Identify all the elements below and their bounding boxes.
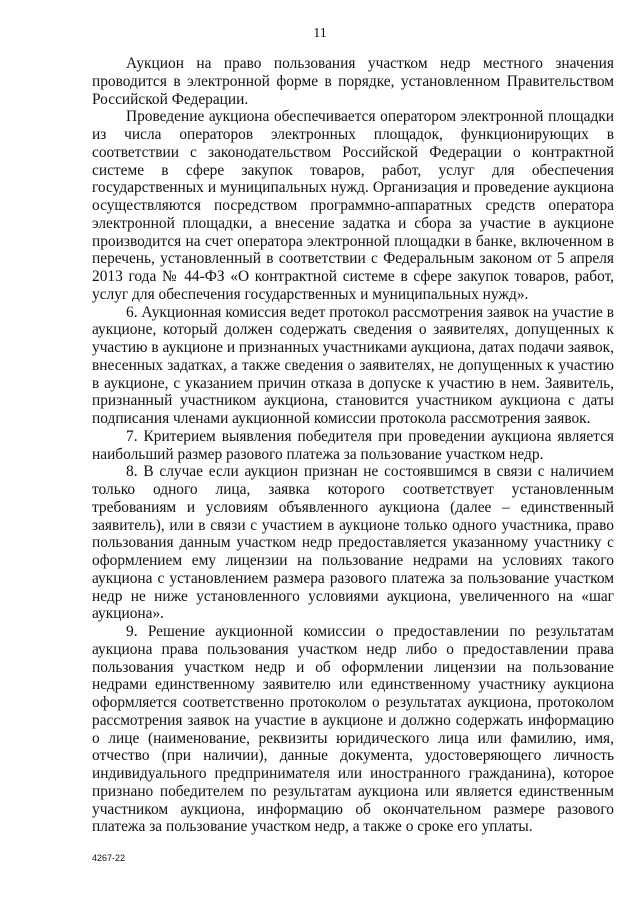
paragraph-6: 6. Аукционная комиссия ведет протокол рассмотрения заявок на участие в аукционе, который должен содержать сведения о заявителях, допущенных к участию в аукционе и признанных участниками аукциона, датах подачи заявок, внесенных задатках, а также сведения о заявителях, не допущенных к участию в аукционе, с указанием причин отказа в допуске к участию в нем. Заявитель, признанный участником аукциона, становится участником аукциона с даты подписания членами аукционной комиссии протокола рассмотрения заявок. — [92, 303, 615, 427]
paragraph-auction-form: Аукцион на право пользования участком недр местного значения проводится в электронной форме в порядке, установленном Правительством Российской Федерации. — [92, 55, 614, 108]
paragraph-operator: Проведение аукциона обеспечивается оператором электронной площадки из числа операторов электронных площадок, функционирующих в соответствии с законодательством Российской Федерации о контрактной системе в сфере закупок товаров, работ, услуг для обеспечения государственных и муниципальных нужд. Организация и проведение аукциона осуществляются посредством программно-аппаратных средств оператора электронной площадки, а внесение задатка и сбора за участие в аукционе производится на счет оператора электронной площадки в банке, включенном в перечень, установленный в соответствии с Федеральным законом от 5 апреля 2013 года № 44-ФЗ «О контрактной системе в сфере закупок товаров, работ, услуг для обеспечения государственных и муниципальных нужд». — [92, 108, 614, 303]
page-number: 11 — [313, 26, 327, 41]
paragraph-8: 8. В случае если аукцион признан не состоявшимся в связи с наличием только одного лица, заявка которого соответствует установленным требованиям и условиям объявленного аукциона (далее – единственный заявитель), или в связи с участием в аукционе только одного участника, право пользования данным участком недр предоставляется указанному участнику с оформлением ему лицензии на пользование недрами на условиях такого аукциона с установлением размера разового платежа за пользование участком недр не ниже установленного условиями аукциона, увеличенного на «шаг аукциона». — [92, 463, 614, 623]
document-body — [92, 55, 614, 836]
document-code: 4267-22 — [92, 853, 126, 863]
paragraph-9: 9. Решение аукционной комиссии о предоставлении по результатам аукциона права пользования участком недр либо о предоставлении права пользования участком недр и об оформлении лицензии на пользование недрами единственному заявителю или единственному участнику аукциона оформляется соответственно протоколом о результатах аукциона, протоколом рассмотрения заявок на участие в аукционе и должно содержать информацию о лице (наименование, реквизиты юридического лица или фамилию, имя, отчество (при наличии), данные документа, удостоверяющего личность индивидуального предпринимателя или иностранного гражданина), которое признано победителем по результатам аукциона или является единственным участником аукциона, информацию об окончательном размере разового платежа за пользование участком недр, а также о сроке его уплаты. — [92, 623, 614, 836]
paragraph-7: 7. Критерием выявления победителя при проведении аукциона является наибольший размер разового платежа за пользование участком недр. — [92, 427, 614, 463]
